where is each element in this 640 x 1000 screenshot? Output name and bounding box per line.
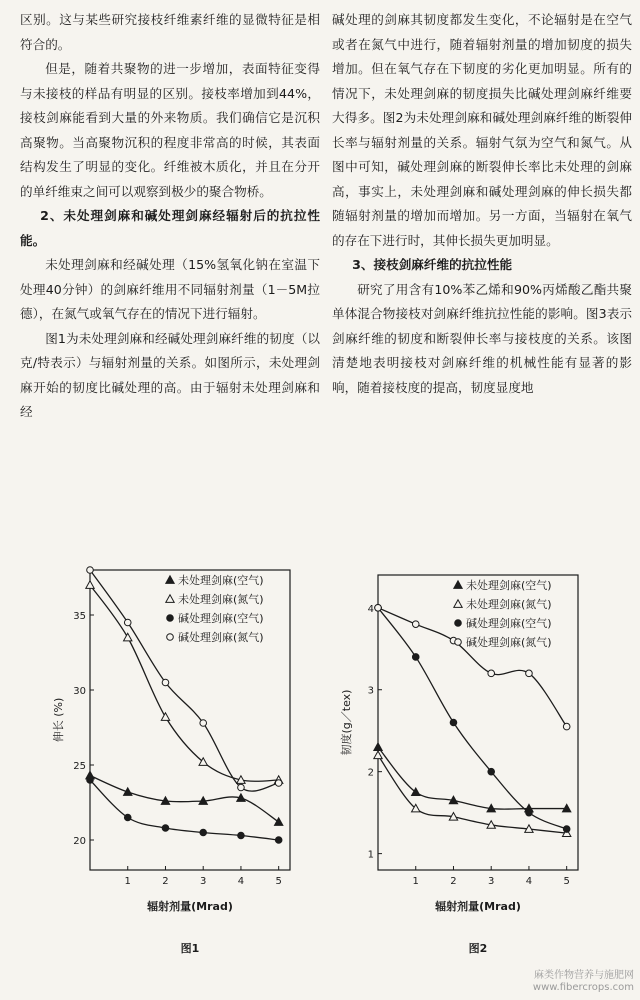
section-heading: 2、未处理剑麻和碱处理剑麻经辐射后的抗拉性能。 (20, 208, 320, 248)
legend-label: 碱处理剑麻(空气) (178, 612, 264, 625)
data-point (86, 581, 94, 589)
legend-label: 未处理剑麻(氮气) (178, 593, 264, 606)
y-tick-label: 35 (73, 611, 86, 622)
y-tick-label: 3 (367, 685, 374, 697)
legend-marker (166, 576, 174, 584)
data-point (200, 720, 207, 727)
x-tick-label: 3 (200, 876, 207, 887)
paragraph: 研究了用含有10%苯乙烯和90%丙烯酸乙酯共聚单体混合物接枝对剑麻纤维抗拉性能的影响。图3表示剑麻纤维的韧度和断裂伸长率与接枝度的关系。该图清楚地表明接枝对剑麻纤维的机械性能有显著的影响，随着接枝度的提高，韧度显度地 (332, 281, 632, 395)
data-point (87, 567, 94, 574)
y-axis-label: 伸长 (%) (52, 697, 65, 743)
legend (454, 578, 552, 649)
data-series (374, 751, 571, 836)
legend-label: 未处理剑麻(空气) (178, 574, 264, 587)
site-watermark (533, 970, 634, 994)
data-point (124, 633, 132, 641)
data-point (375, 604, 382, 611)
paragraph: 未处理剑麻和经碱处理（15%氢氧化钠在室温下处理40分钟）的剑麻纤维用不同辐射剂量（1－5M拉德），在氮气或氧气存在的情况下进行辐射。 (20, 257, 320, 321)
x-tick-label: 2 (450, 876, 457, 887)
data-point (162, 679, 169, 686)
y-tick-label: 2 (367, 767, 374, 779)
legend-marker (167, 634, 174, 641)
figure-caption: 图1 (180, 942, 200, 955)
legend-marker (167, 615, 174, 622)
data-point (274, 818, 282, 826)
paragraph: 但是，随着共聚物的进一步增加，表面特征变得与未接枝的样品有明显的区别。接枝率增加到44%，接枝剑麻能看到大量的外来物质。我们确信它是沉积高聚物。当高聚物沉积的程度非常高的时候，其表面结构发生了明显的变化。纤维被木质化，并且在分开的单纤维束之间可以观察到极少的聚合物桥。 (20, 61, 320, 199)
data-point (488, 670, 495, 677)
data-point (162, 825, 169, 832)
y-tick-label: 1 (367, 849, 374, 861)
section-heading: 3、接枝剑麻纤维的抗拉性能 (352, 257, 513, 272)
data-point (238, 832, 245, 839)
series-line (378, 747, 567, 809)
watermark-line: www.fibercrops.com (532, 982, 634, 993)
data-point (161, 713, 169, 721)
x-tick-label: 4 (237, 876, 245, 887)
legend-marker (455, 639, 462, 646)
x-tick-label: 5 (275, 876, 282, 887)
legend-label: 碱处理剑麻(氮气) (178, 631, 264, 644)
data-point (526, 809, 533, 816)
data-point (563, 723, 570, 730)
x-tick-label: 4 (525, 876, 533, 887)
series-line (378, 755, 567, 833)
x-tick-label: 5 (563, 876, 570, 887)
data-point (124, 814, 131, 821)
legend-marker (454, 581, 462, 589)
figure-2-tenacity-chart (338, 560, 608, 980)
legend-label: 未处理剑麻(空气) (466, 579, 552, 592)
legend-marker (455, 620, 462, 627)
data-point (374, 743, 382, 751)
y-tick-label: 20 (73, 836, 86, 847)
data-point (412, 654, 419, 661)
data-point (374, 751, 382, 759)
x-axis-label: 辐射剂量(Mrad) (435, 900, 521, 913)
x-axis-label: 辐射剂量(Mrad) (147, 900, 233, 913)
data-point (238, 784, 245, 791)
data-point (87, 777, 94, 784)
data-point (200, 829, 207, 836)
x-tick-label: 1 (124, 876, 131, 887)
y-tick-label: 25 (73, 761, 86, 772)
data-point (526, 670, 533, 677)
watermark-line: 麻类作物营养与施肥网 (534, 970, 634, 981)
paragraph: 碱处理的剑麻其韧度都发生变化，不论辐射是在空气或者在氮气中进行，随着辐射剂量的增加韧度的损失增加。但在氧气存在下韧度的劣化更加明显。所有的情况下，未处理剑麻的韧度损失比碱处理剑麻纤维要大得多。图2为未处理剑麻和碱处理剑麻纤维的断裂伸长率与辐射剂量的关系。辐射气氛为空气和氮气。从图中可知，碱处理剑麻的断裂伸长率比未处理的剑麻高，事实上，未处理剑麻和碱处理剑麻的伸长损失都随辐射剂量的增加而增加。另一方面，当辐射在氧气的存在下进行时，其伸长损失更加明显。 (332, 12, 632, 248)
legend-label: 碱处理剑麻(氮气) (466, 636, 552, 649)
series-line (90, 776, 279, 823)
y-axis-label: 韧度(g／tex) (340, 689, 353, 756)
data-point (275, 837, 282, 844)
legend-marker (166, 595, 174, 603)
y-tick-label: 4 (367, 603, 374, 615)
data-point (450, 719, 457, 726)
data-point (124, 619, 131, 626)
legend-marker (454, 600, 462, 608)
x-tick-label: 1 (412, 876, 419, 887)
right-text-column (332, 8, 632, 400)
legend-label: 碱处理剑麻(空气) (466, 617, 552, 630)
left-text-column (20, 8, 320, 425)
data-point (275, 780, 282, 787)
legend (166, 573, 264, 644)
x-tick-label: 2 (162, 876, 169, 887)
y-tick-label: 30 (73, 686, 86, 697)
legend-label: 未处理剑麻(氮气) (466, 598, 552, 611)
data-series (374, 743, 571, 812)
figure-caption: 图2 (468, 942, 488, 955)
paragraph: 区别。这与某些研究接枝纤维素纤维的显微特征是相符合的。 (20, 12, 320, 52)
x-tick-label: 3 (488, 876, 495, 887)
figure-1-elongation-chart (40, 540, 310, 980)
data-series (86, 771, 283, 825)
data-point (412, 621, 419, 628)
data-point (563, 826, 570, 833)
paragraph: 图1为未处理剑麻和经碱处理剑麻纤维的韧度（以克/特表示）与辐射剂量的关系。如图所示，未处理剑麻开始的韧度比碱处理的高。由于辐射未处理剑麻和经 (20, 330, 320, 419)
data-point (488, 768, 495, 775)
